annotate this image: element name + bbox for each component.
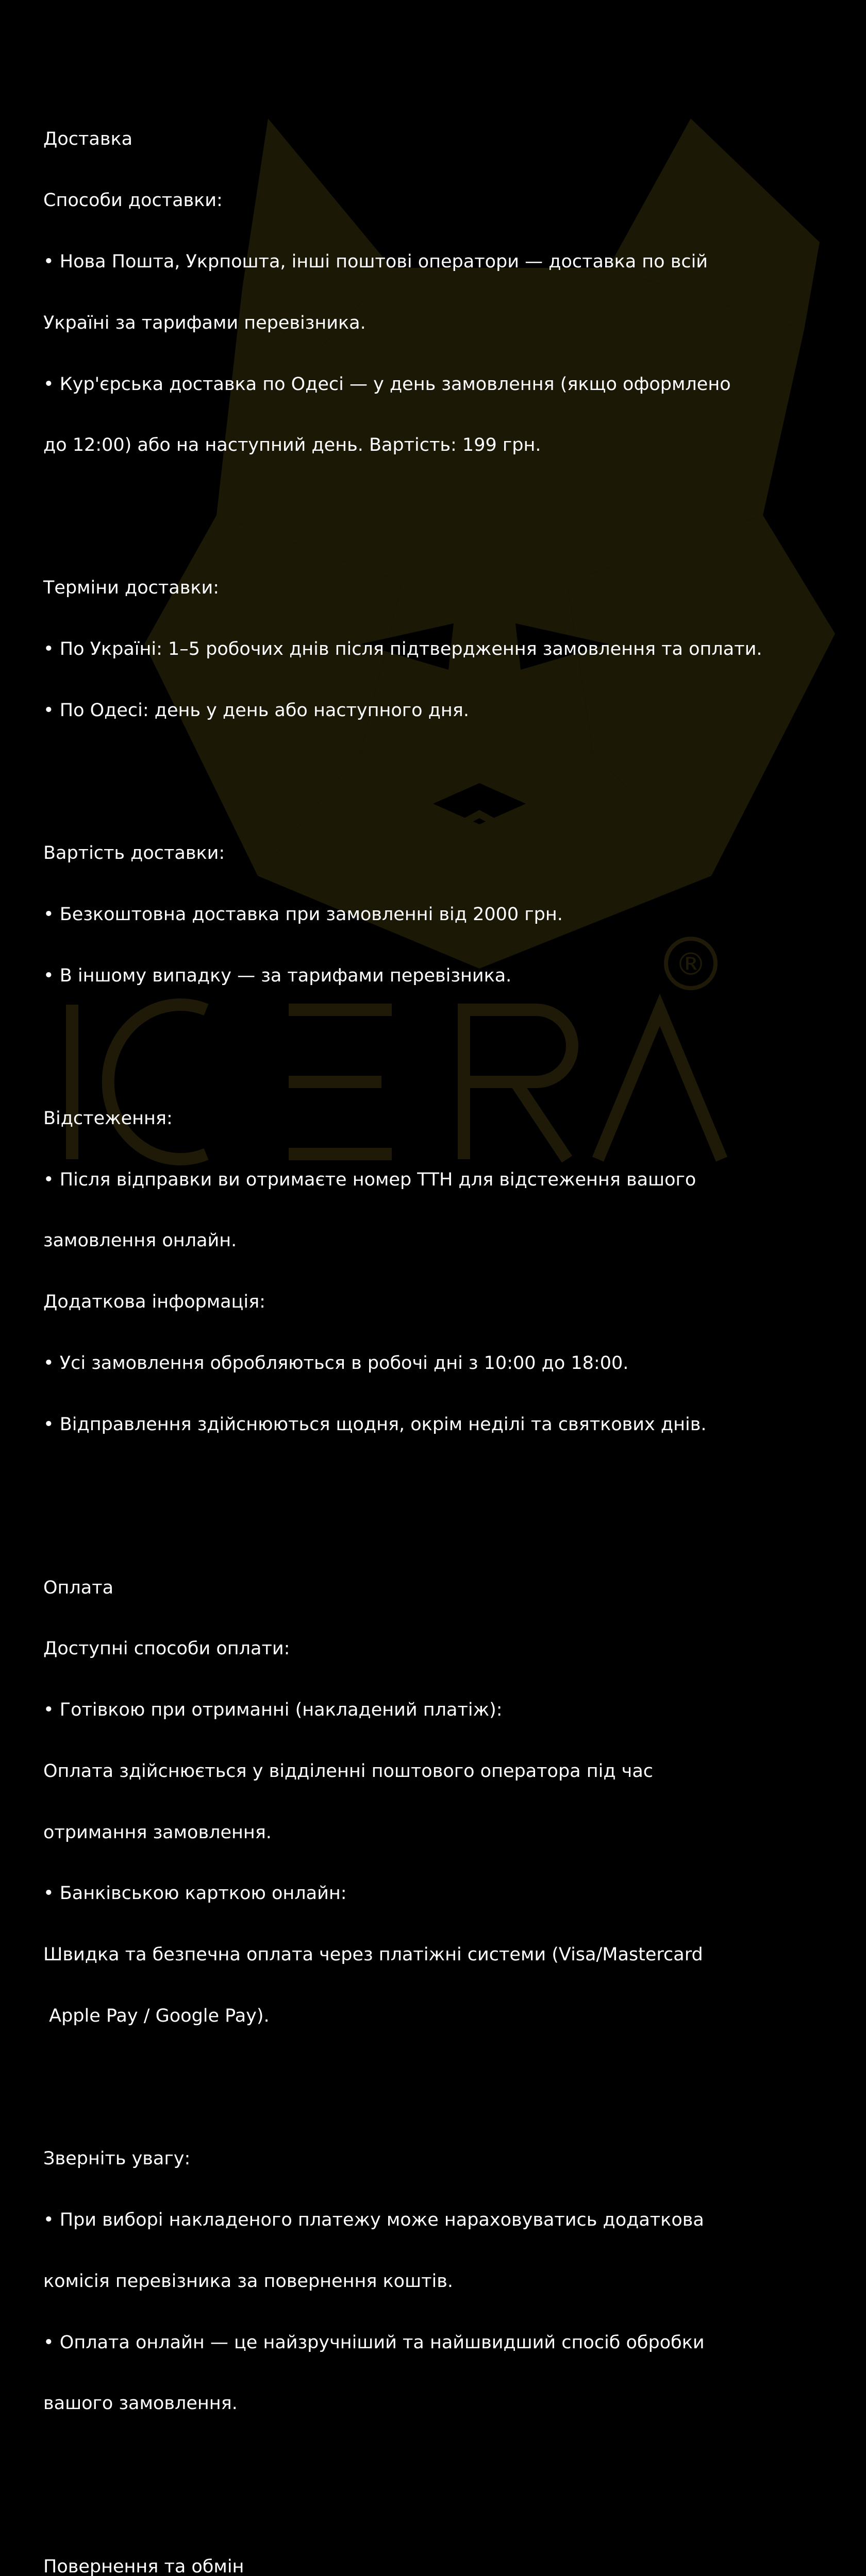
- subheading-delivery-cost: Вартість доставки:: [43, 843, 225, 864]
- list-item: вашого замовлення.: [43, 2393, 238, 2414]
- registered-mark: ®: [675, 946, 706, 982]
- subheading-notice: Зверніть увагу:: [43, 2148, 191, 2170]
- list-item: • Готівкою при отриманні (накладений платіж):: [43, 1700, 503, 1721]
- spacer: [43, 2067, 858, 2088]
- subheading-delivery-methods: Способи доставки:: [43, 190, 223, 211]
- list-item: • Кур'єрська доставка по Одесі — у день замовлення (якщо оформлено: [43, 374, 731, 395]
- list-item: • Усі замовлення обробляються в робочі дні з 10:00 до 18:00.: [43, 1353, 629, 1374]
- list-item: до 12:00) або на наступний день. Вартість: 199 грн.: [43, 435, 541, 456]
- list-item: • Нова Пошта, Укрпошта, інші поштові оператори — доставка по всій: [43, 251, 708, 272]
- spacer: [43, 762, 858, 783]
- list-item: Apple Pay / Google Pay).: [43, 2006, 270, 2026]
- subheading-delivery-terms: Терміни доставки:: [43, 578, 220, 599]
- list-item: • Оплата онлайн — це найзручніший та найшвидший спосіб обробки: [43, 2332, 705, 2353]
- list-item: • Безкоштовна доставка при замовленні від 2000 грн.: [43, 904, 563, 925]
- list-item: • В іншому випадку — за тарифами перевізника.: [43, 965, 512, 986]
- document-body: [43, 48, 858, 2576]
- list-item: Швидка та безпечна оплата через платіжні системи (Visa/Mastercard: [43, 1944, 703, 1965]
- subheading-tracking: Відстеження:: [43, 1108, 173, 1129]
- list-item: • Відправлення здійснюються щодня, окрім неділі та святкових днів.: [43, 1414, 707, 1435]
- list-item: комісія перевізника за повернення коштів.: [43, 2270, 453, 2292]
- subheading-payment-methods: Доступні способи оплати:: [43, 1638, 290, 1659]
- section-title-delivery: Доставка: [43, 129, 133, 150]
- spacer: [43, 1027, 858, 1048]
- spacer: [43, 497, 858, 517]
- list-item: • По Україні: 1–5 робочих днів після підтвердження замовлення та оплати.: [43, 639, 762, 660]
- list-item: • Банківською карткою онлайн:: [43, 1883, 347, 1904]
- list-item: • По Одесі: день у день або наступного дня.: [43, 700, 469, 721]
- subheading-extra-info: Додаткова інформація:: [43, 1292, 265, 1313]
- list-item: • Після відправки ви отримаєте номер ТТН для відстеження вашого: [43, 1169, 696, 1190]
- section-title-returns: Повернення та обмін: [43, 2556, 244, 2576]
- list-item: • При виборі накладеного платежу може нараховуватись додаткова: [43, 2209, 704, 2230]
- list-item: замовлення онлайн.: [43, 1230, 237, 1251]
- spacer: [43, 1476, 858, 1497]
- section-title-payment: Оплата: [43, 1577, 114, 1598]
- list-item: Оплата здійснюється у відділенні поштового оператора під час: [43, 1760, 654, 1782]
- list-item: Україні за тарифами перевізника.: [43, 312, 366, 333]
- list-item: отримання замовлення.: [43, 1822, 272, 1843]
- spacer: [43, 2455, 858, 2476]
